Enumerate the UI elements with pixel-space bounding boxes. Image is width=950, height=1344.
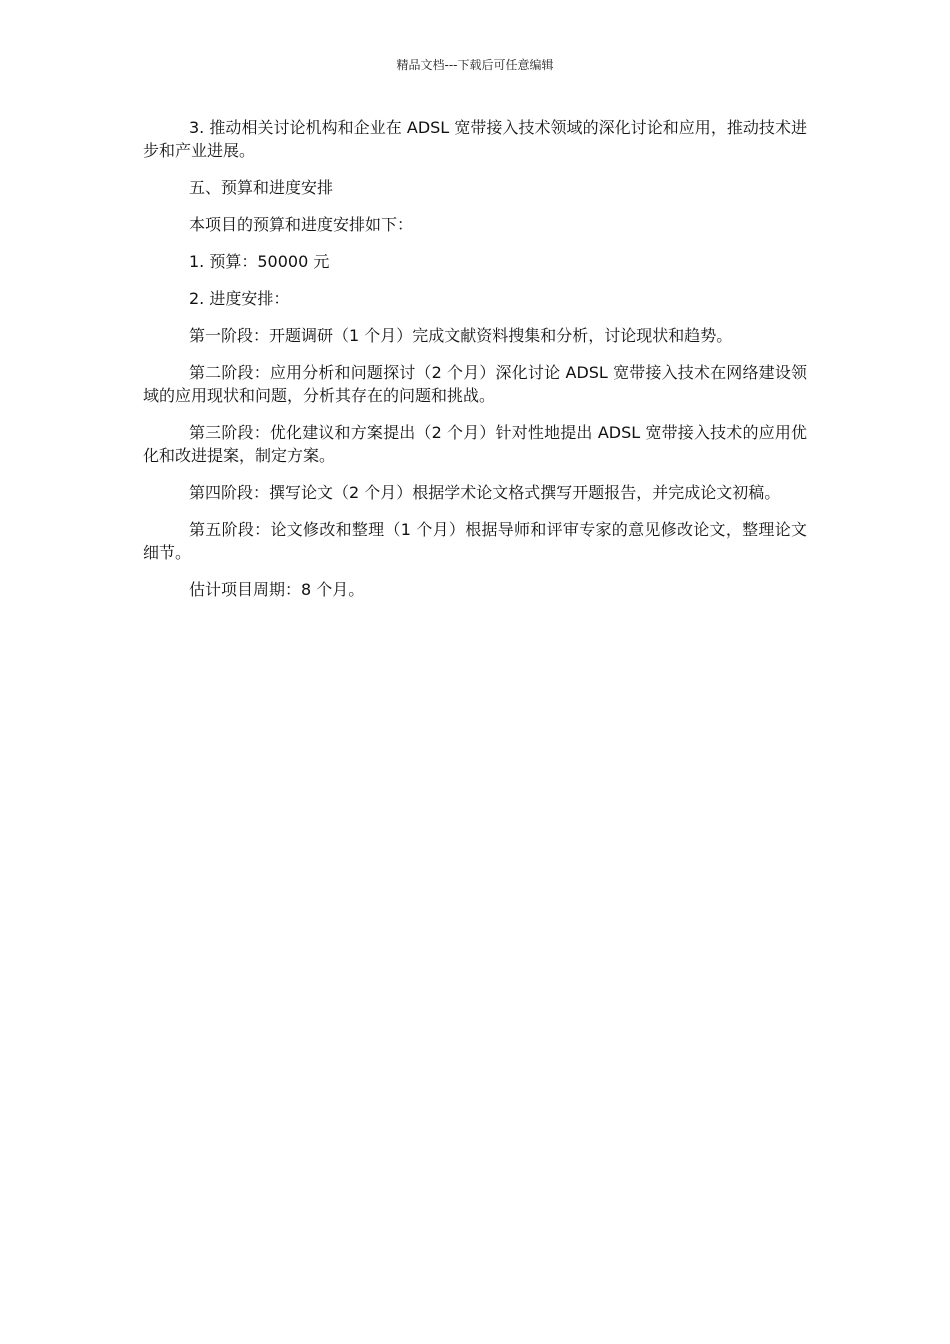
document-body <box>143 116 807 615</box>
paragraph-stage-2: 第二阶段：应用分析和问题探讨（2 个月）深化讨论 ADSL 宽带接入技术在网络建设领域的应用现状和问题，分析其存在的问题和挑战。 <box>143 363 807 405</box>
paragraph-budget: 1. 预算：50000 元 <box>189 252 330 271</box>
paragraph-project-duration: 估计项目周期：8 个月。 <box>189 580 365 599</box>
page-header: 精品文档---下载后可任意编辑 <box>396 58 554 72</box>
paragraph-stage-1: 第一阶段：开题调研（1 个月）完成文献资料搜集和分析，讨论现状和趋势。 <box>189 326 733 345</box>
paragraph-stage-4: 第四阶段：撰写论文（2 个月）根据学术论文格式撰写开题报告，并完成论文初稿。 <box>189 483 781 502</box>
paragraph-goal-3: 3. 推动相关讨论机构和企业在 ADSL 宽带接入技术领域的深化讨论和应用，推动技术进步和产业进展。 <box>143 118 807 160</box>
paragraph-intro: 本项目的预算和进度安排如下： <box>189 215 414 234</box>
paragraph-stage-3: 第三阶段：优化建议和方案提出（2 个月）针对性地提出 ADSL 宽带接入技术的应用优化和改进提案，制定方案。 <box>143 423 807 465</box>
paragraph-stage-5: 第五阶段：论文修改和整理（1 个月）根据导师和评审专家的意见修改论文，整理论文细节。 <box>143 520 807 562</box>
section-heading-budget-schedule: 五、预算和进度安排 <box>189 178 334 197</box>
paragraph-schedule-heading: 2. 进度安排： <box>189 289 290 308</box>
